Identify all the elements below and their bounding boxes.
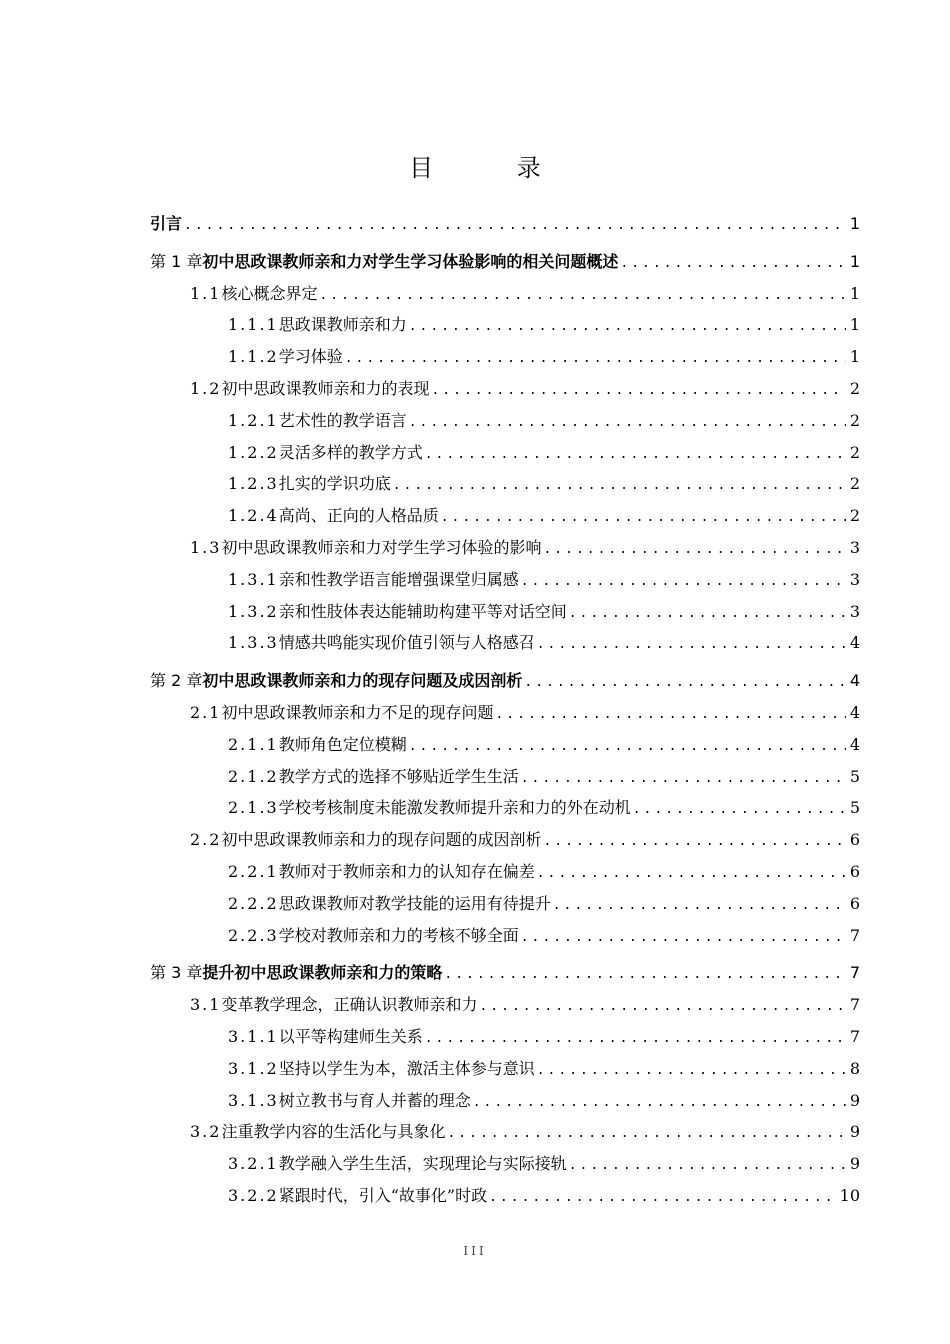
toc-entry-number: 2.1.1: [228, 734, 279, 754]
toc-chapter-entry[interactable]: [150, 669, 860, 693]
toc-subsection-entry[interactable]: [150, 600, 860, 624]
dot-leader: [620, 252, 846, 276]
dot-leader: [633, 798, 846, 822]
toc-section-entry[interactable]: [150, 536, 860, 560]
toc-entry-label: 初中思政课教师亲和力不足的现存问题: [221, 703, 494, 722]
toc-entry-number: 1.2.2: [228, 442, 279, 462]
toc-entry-number: 第 3 章: [150, 963, 203, 983]
dot-leader: [521, 767, 846, 791]
toc-page-number: 3: [849, 569, 860, 589]
dot-leader: [537, 1059, 846, 1083]
toc-subsection-entry[interactable]: [150, 313, 860, 337]
dot-leader: [521, 570, 846, 594]
toc-chapter-entry[interactable]: [150, 212, 860, 236]
toc-section-entry[interactable]: [150, 1120, 860, 1144]
toc-subsection-entry[interactable]: [150, 345, 860, 369]
toc-entry-number: 2.2: [190, 830, 222, 850]
dot-leader: [569, 1154, 846, 1178]
toc-subsection-entry[interactable]: [150, 1057, 860, 1081]
dot-leader: [479, 995, 846, 1019]
toc-entry-number: 3.2.1: [228, 1154, 279, 1174]
toc-entry-number: 3.1.2: [228, 1058, 279, 1078]
dot-leader: [543, 830, 846, 854]
toc-subsection-entry[interactable]: [150, 733, 860, 757]
toc-page-number: 7: [849, 1027, 860, 1046]
toc-subsection-entry[interactable]: [150, 796, 860, 820]
dot-leader: [553, 894, 846, 918]
toc-entry-label: 初中思政课教师亲和力的现存问题的成因剖析: [221, 830, 542, 850]
toc-section-entry[interactable]: [150, 282, 860, 306]
toc-subsection-entry[interactable]: [150, 1089, 860, 1113]
dot-leader: [537, 633, 846, 657]
toc-entry-label: 思政课教师亲和力: [278, 315, 407, 335]
toc-entry-number: 3.1.3: [228, 1090, 279, 1110]
toc-page-number: 7: [849, 995, 860, 1015]
toc-page-number: 2: [849, 379, 860, 398]
toc-entry-number: 1.2.3: [228, 474, 279, 494]
toc-entry-number: 1.2: [190, 379, 222, 398]
toc-page-number: 3: [849, 601, 860, 621]
page-title: 目 录: [409, 154, 579, 182]
toc-entry-number: 1.3.1: [228, 569, 279, 589]
toc-entry-label: 以平等构建师生关系: [278, 1027, 423, 1046]
toc-entry-number: 1.3: [190, 538, 222, 557]
toc-entry-label: 亲和性肢体表达能辅助构建平等对话空间: [278, 601, 567, 621]
toc-entry-number: 3.2.2: [228, 1186, 279, 1205]
toc-entry-number: 1.2.4: [228, 506, 279, 526]
toc-entry-number: 2.2.2: [228, 893, 279, 913]
toc-page-number: 4: [849, 671, 860, 691]
toc-entry-label: 引言: [150, 214, 183, 233]
toc-page-number: 7: [849, 925, 860, 945]
toc-page-number: 2: [849, 474, 860, 494]
dot-leader: [409, 411, 846, 435]
toc-section-entry[interactable]: [150, 377, 860, 401]
toc-subsection-entry[interactable]: [150, 631, 860, 655]
toc-entry-label: 初中思政课教师亲和力对学生学习体验影响的相关问题概述: [202, 251, 619, 271]
toc-subsection-entry[interactable]: [150, 472, 860, 496]
toc-entry-label: 灵活多样的教学方式: [278, 442, 423, 462]
dot-leader: [495, 703, 846, 727]
toc-page-number: 9: [849, 1154, 860, 1174]
toc-entry-label: 扎实的学识功底: [278, 474, 391, 494]
toc-subsection-entry[interactable]: [150, 860, 860, 884]
toc-entry-label: 学习体验: [278, 347, 343, 367]
dot-leader: [473, 1091, 846, 1115]
toc-page-number: 1: [849, 251, 860, 271]
toc-entry-label: 树立教书与育人并蓄的理念: [278, 1090, 471, 1110]
toc-entry-label: 教学方式的选择不够贴近学生生活: [278, 766, 519, 786]
dot-leader: [447, 1122, 846, 1146]
toc-page-number: 10: [839, 1186, 860, 1205]
toc-entry-number: 2.1.3: [228, 798, 279, 818]
toc-entry-label: 学校考核制度未能激发教师提升亲和力的外在动机: [278, 798, 631, 818]
dot-leader: [393, 474, 846, 498]
dot-leader: [441, 506, 846, 530]
dot-leader: [184, 214, 846, 238]
toc-entry-label: 提升初中思政课教师亲和力的策略: [202, 963, 443, 983]
toc-page-number: 4: [849, 703, 860, 722]
toc-entry-label: 紧跟时代，引入“故事化”时政: [278, 1186, 488, 1205]
dot-leader: [537, 862, 846, 886]
toc-entry-number: 第 2 章: [150, 671, 203, 691]
toc-subsection-entry[interactable]: [150, 504, 860, 528]
toc-page-number: 5: [849, 798, 860, 818]
dot-leader: [425, 1027, 846, 1051]
toc-entry-number: 1.1.1: [228, 315, 279, 335]
toc-subsection-entry[interactable]: [150, 568, 860, 592]
toc-entry-number: 3.2: [190, 1122, 222, 1142]
dot-leader: [524, 671, 846, 695]
dot-leader: [444, 963, 846, 987]
toc-page-number: 5: [849, 766, 860, 786]
toc-section-entry[interactable]: [150, 993, 860, 1017]
toc-entry-number: 3.1.1: [228, 1027, 279, 1046]
toc-entry-number: 1.1: [190, 283, 222, 303]
toc-page-number: 9: [849, 1090, 860, 1110]
toc-entry-number: 2.1: [190, 703, 222, 722]
toc-page-number: 2: [849, 410, 860, 430]
toc-entry-number: 1.3.2: [228, 601, 279, 621]
toc-page-number: 1: [849, 347, 860, 367]
toc-page-number: 3: [849, 538, 860, 557]
toc-entry-label: 学校对教师亲和力的考核不够全面: [278, 925, 519, 945]
dot-leader: [409, 315, 846, 339]
toc-entry-number: 1.1.2: [228, 347, 279, 367]
dot-leader: [521, 926, 846, 950]
toc-subsection-entry[interactable]: [150, 441, 860, 465]
toc-page-number: 2: [849, 506, 860, 526]
toc-subsection-entry[interactable]: [150, 1025, 860, 1049]
toc-subsection-entry[interactable]: [150, 765, 860, 789]
dot-leader: [409, 735, 846, 759]
toc-section-entry[interactable]: [150, 828, 860, 852]
toc-subsection-entry[interactable]: [150, 409, 860, 433]
toc-entry-label: 教学融入学生生活，实现理论与实际接轨: [278, 1154, 567, 1174]
toc-entry-label: 亲和性教学语言能增强课堂归属感: [278, 569, 519, 589]
toc-subsection-entry[interactable]: [150, 1152, 860, 1176]
toc-page-number: 8: [849, 1058, 860, 1078]
toc-entry-number: 1.3.3: [228, 633, 279, 653]
toc-entry-label: 情感共鸣能实现价值引领与人格感召: [278, 633, 535, 653]
toc-subsection-entry[interactable]: [150, 924, 860, 948]
toc-page-number: 4: [849, 734, 860, 754]
toc-entry-label: 初中思政课教师亲和力的现存问题及成因剖析: [202, 671, 523, 691]
toc-subsection-entry[interactable]: [150, 892, 860, 916]
toc-entry-label: 思政课教师对教学技能的运用有待提升: [278, 893, 551, 913]
dot-leader: [319, 284, 846, 308]
toc-subsection-entry[interactable]: [150, 1184, 860, 1208]
toc-page-number: 9: [849, 1122, 860, 1142]
toc-chapter-entry[interactable]: [150, 961, 860, 985]
toc-entry-label: 初中思政课教师亲和力的表现: [221, 379, 430, 398]
toc-page-number: 2: [849, 442, 860, 462]
toc-entry-number: 3.1: [190, 995, 222, 1015]
toc-page-number: 4: [849, 633, 860, 653]
toc-entry-label: 艺术性的教学语言: [278, 410, 407, 430]
dot-leader: [345, 347, 846, 371]
toc-entry-label: 高尚、正向的人格品质: [278, 506, 439, 526]
toc-entry-label: 教师角色定位模糊: [278, 734, 407, 754]
toc-entry-number: 2.2.1: [228, 862, 279, 881]
toc-entry-label: 教师对于教师亲和力的认知存在偏差: [278, 862, 535, 881]
toc-page-number: 6: [849, 862, 860, 881]
dot-leader: [425, 443, 846, 467]
toc-entry-number: 2.1.2: [228, 766, 279, 786]
toc-entry-number: 第 1 章: [150, 251, 203, 271]
toc-page-number: 1: [849, 315, 860, 335]
dot-leader: [543, 538, 846, 562]
toc-page-number: 7: [849, 963, 860, 983]
dot-leader: [489, 1186, 838, 1210]
toc-entry-label: 变革教学理念，正确认识教师亲和力: [221, 995, 478, 1015]
toc-entry-label: 注重教学内容的生活化与具象化: [221, 1122, 446, 1142]
toc-entry-number: 2.2.3: [228, 925, 279, 945]
toc-chapter-entry[interactable]: [150, 250, 860, 274]
toc-page-number: 6: [849, 893, 860, 913]
toc-page-number: 1: [849, 214, 860, 233]
toc-page-number: 1: [849, 283, 860, 303]
toc-entry-label: 核心概念界定: [221, 283, 318, 303]
toc-page-number: 6: [849, 830, 860, 850]
toc-section-entry[interactable]: [150, 701, 860, 725]
toc-entry-label: 初中思政课教师亲和力对学生学习体验的影响: [221, 538, 542, 557]
page-number-footer: III: [463, 1244, 487, 1258]
toc-entry-label: 坚持以学生为本，激活主体参与意识: [278, 1058, 535, 1078]
toc-entry-number: 1.2.1: [228, 410, 279, 430]
dot-leader: [569, 602, 846, 626]
dot-leader: [431, 379, 846, 403]
